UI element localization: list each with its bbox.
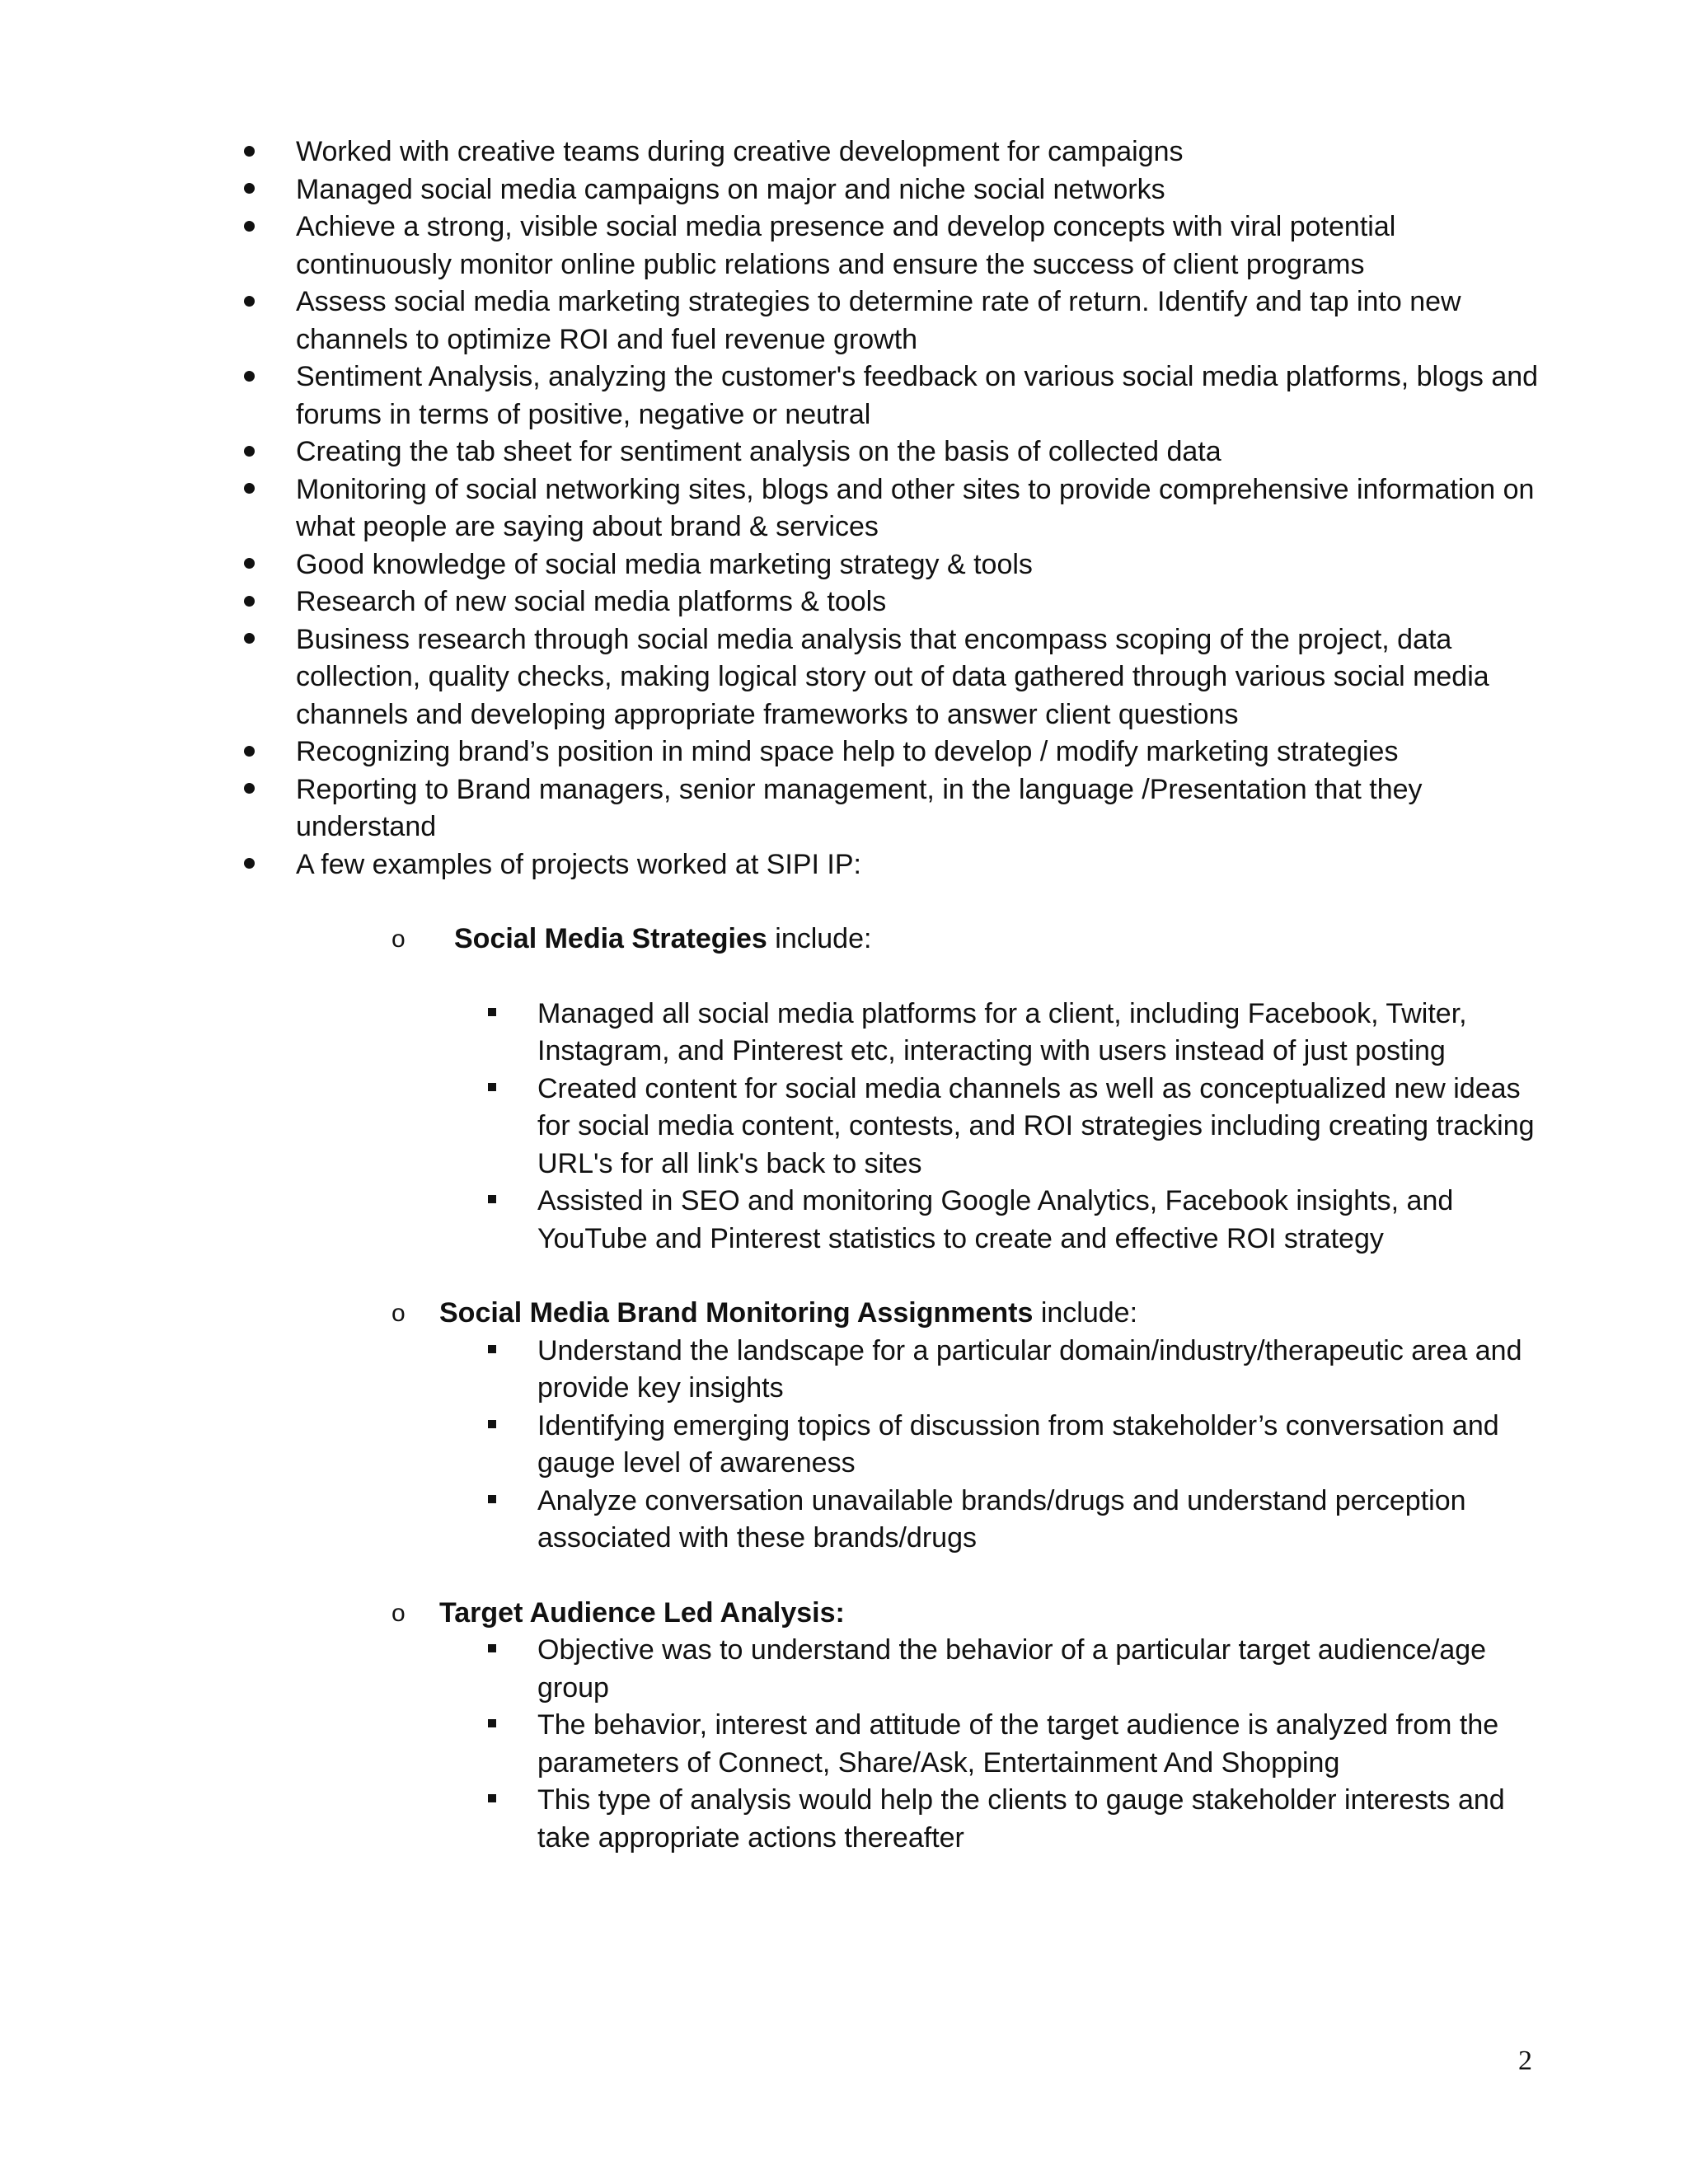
- bullet-icon: [241, 359, 257, 396]
- bullet-icon: [241, 284, 257, 321]
- item-text: Managed all social media platforms for a client, including Facebook, Twiter, Instagram, and Pinterest etc, interacting with users instead of just posting: [537, 997, 1467, 1066]
- bullet-text: Assess social media marketing strategies to determine rate of return. Identify and tap into new channels to optimize ROI and fuel revenue growth: [296, 286, 1461, 355]
- section-items-wrapper: [392, 996, 1543, 1258]
- section-target-audience: [392, 1595, 1543, 1858]
- bullet-text: A few examples of projects worked at SIPI IP:: [296, 848, 861, 880]
- list-item: [241, 546, 1543, 584]
- bullet-icon: [241, 846, 257, 884]
- spacer: [241, 1258, 1543, 1295]
- list-item: [241, 846, 1543, 884]
- section-heading: [392, 921, 1543, 958]
- bullet-icon: [241, 209, 257, 246]
- item-text: This type of analysis would help the clients to gauge stakeholder interests and take appropriate actions thereafter: [537, 1784, 1505, 1854]
- square-bullet-icon: [488, 1782, 504, 1820]
- section-title: Social Media Strategies: [454, 923, 767, 954]
- bullet-text: Creating the tab sheet for sentiment analysis on the basis of collected data: [296, 436, 1221, 467]
- item-text: Analyze conversation unavailable brands/drugs and understand perception associated with these brands/drugs: [537, 1484, 1466, 1554]
- spacer: [241, 1558, 1543, 1595]
- bullet-text: Monitoring of social networking sites, blogs and other sites to provide comprehensive information on what people are saying about brand & services: [296, 473, 1535, 542]
- spacer: [241, 883, 1543, 921]
- item-text: Identifying emerging topics of discussion from stakeholder’s conversation and gauge level of awareness: [537, 1409, 1499, 1479]
- bullet-icon: [241, 621, 257, 659]
- bullet-icon: [241, 471, 257, 509]
- section-item-list: [488, 1333, 1543, 1558]
- bullet-text: Sentiment Analysis, analyzing the customer's feedback on various social media platforms, blogs and forums in terms of positive, negative or neutral: [296, 361, 1539, 430]
- list-item: [241, 134, 1543, 171]
- list-item: [488, 996, 1543, 1071]
- section-title-suffix: include:: [1033, 1297, 1138, 1329]
- square-bullet-icon: [488, 1333, 504, 1371]
- list-item: [241, 471, 1543, 546]
- list-item: [241, 171, 1543, 209]
- circle-bullet-icon: o: [392, 1300, 406, 1327]
- circle-bullet-icon: o: [392, 1599, 406, 1627]
- list-item: [488, 1071, 1543, 1183]
- list-item: [488, 1483, 1543, 1558]
- main-bullet-list: [241, 134, 1543, 883]
- section-heading: [392, 1295, 1543, 1333]
- bullet-text: Good knowledge of social media marketing strategy & tools: [296, 548, 1033, 580]
- list-item: [488, 1183, 1543, 1258]
- spacer: [241, 958, 1543, 996]
- section-brand-monitoring: [392, 1295, 1543, 1558]
- section-title: Social Media Brand Monitoring Assignments: [439, 1297, 1034, 1329]
- item-text: Understand the landscape for a particular domain/industry/therapeutic area and provide key insights: [537, 1334, 1522, 1404]
- bullet-icon: [241, 434, 257, 471]
- item-text: Objective was to understand the behavior of a particular target audience/age group: [537, 1634, 1487, 1704]
- bullet-text: Research of new social media platforms & tools: [296, 586, 887, 617]
- section-title: Target Audience Led Analysis:: [439, 1596, 845, 1629]
- bullet-icon: [241, 171, 257, 209]
- square-bullet-icon: [488, 1483, 504, 1521]
- list-item: [488, 1707, 1543, 1782]
- bullet-icon: [241, 733, 257, 771]
- square-bullet-icon: [488, 996, 504, 1033]
- square-bullet-icon: [488, 1408, 504, 1446]
- item-text: Created content for social media channels as well as conceptualized new ideas for social media content, contests, and ROI strategies including creating tracking URL's for all link's back to sites: [537, 1072, 1535, 1179]
- item-text: Assisted in SEO and monitoring Google Analytics, Facebook insights, and YouTube and Pinterest statistics to create and effective ROI strategy: [537, 1185, 1454, 1254]
- circle-bullet-icon: o: [392, 926, 406, 953]
- bullet-icon: [241, 134, 257, 171]
- section-item-list: [488, 1632, 1543, 1857]
- section-item-list: [488, 996, 1543, 1258]
- bullet-icon: [241, 771, 257, 809]
- bullet-text: Reporting to Brand managers, senior management, in the language /Presentation that they understand: [296, 773, 1423, 842]
- list-item: [241, 359, 1543, 434]
- bullet-text: Business research through social media analysis that encompass scoping of the project, data collection, quality checks, making logical story out of data gathered through various social media channels and developing appropriate frameworks to answer client questions: [296, 623, 1489, 730]
- list-item: [241, 583, 1543, 621]
- list-item: [241, 733, 1543, 771]
- square-bullet-icon: [488, 1183, 504, 1221]
- bullet-text: Managed social media campaigns on major and niche social networks: [296, 173, 1165, 205]
- list-item: [488, 1333, 1543, 1408]
- square-bullet-icon: [488, 1707, 504, 1745]
- list-item: [241, 621, 1543, 734]
- list-item: [241, 209, 1543, 284]
- section-heading: [392, 1595, 1543, 1633]
- list-item: [241, 284, 1543, 359]
- list-item: [488, 1632, 1543, 1707]
- square-bullet-icon: [488, 1632, 504, 1670]
- square-bullet-icon: [488, 1071, 504, 1108]
- section-social-media-strategies: [392, 921, 1543, 958]
- bullet-icon: [241, 546, 257, 584]
- bullet-text: Recognizing brand’s position in mind space help to develop / modify marketing strategies: [296, 736, 1399, 767]
- item-text: The behavior, interest and attitude of the target audience is analyzed from the parameters of Connect, Share/Ask, Entertainment And Shopping: [537, 1709, 1499, 1779]
- list-item: [241, 771, 1543, 846]
- list-item: [488, 1408, 1543, 1483]
- list-item: [241, 434, 1543, 471]
- page-number: 2: [1518, 2046, 1532, 2076]
- list-item: [488, 1782, 1543, 1857]
- page-content: [241, 134, 1543, 1857]
- section-title-suffix: include:: [767, 923, 872, 954]
- bullet-text: Achieve a strong, visible social media presence and develop concepts with viral potential continuously monitor online public relations and ensure the success of client programs: [296, 211, 1396, 280]
- bullet-text: Worked with creative teams during creative development for campaigns: [296, 136, 1184, 167]
- bullet-icon: [241, 583, 257, 621]
